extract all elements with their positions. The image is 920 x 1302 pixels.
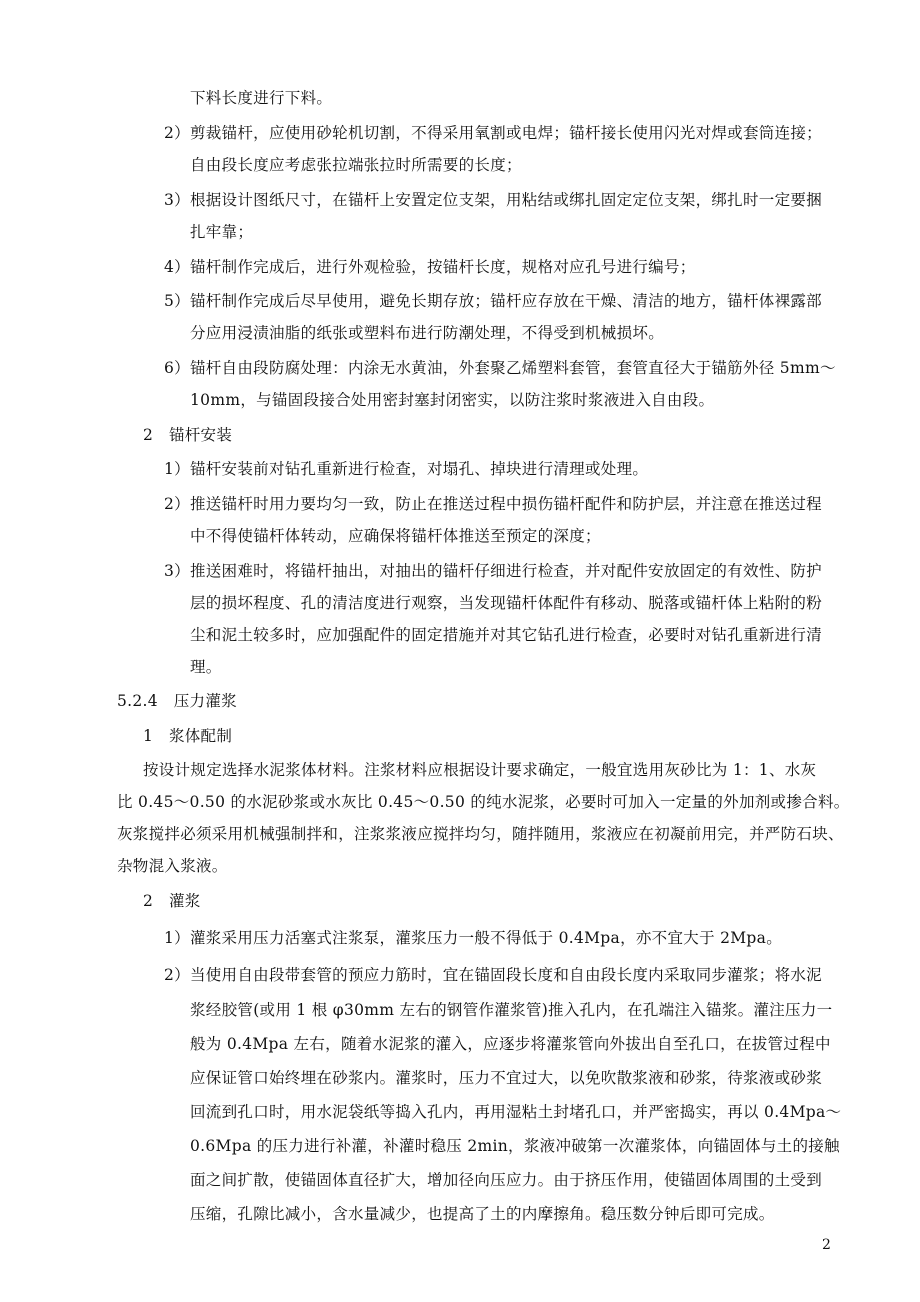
text-line: 2）剪裁锚杆，应使用砂轮机切割，不得采用氧割或电焊；锚杆接长使用闪光对焊或套筒连接； <box>164 124 822 142</box>
text-line: 扎牢靠； <box>190 223 254 241</box>
section-heading: 1 浆体配制 <box>143 727 233 745</box>
text-line: 比 0.45～0.50 的水泥砂浆或水灰比 0.45～0.50 的纯水泥浆，必要时可加入一定量的外加剂或掺合料。 <box>117 793 850 811</box>
text-line: 3）推送困难时，将锚杆抽出，对抽出的锚杆仔细进行检查，并对配件安放固定的有效性、防护 <box>164 562 822 580</box>
text-line: 分应用浸渍油脂的纸张或塑料布进行防潮处理，不得受到机械损坏。 <box>190 324 665 342</box>
text-line: 杂物混入浆液。 <box>117 857 228 875</box>
text-line: 浆经胶管(或用 1 根 φ30mm 左右的钢管作灌浆管)推入孔内，在孔端注入锚浆。灌注压力一 <box>190 1001 833 1019</box>
text-line: 4）锚杆制作完成后，进行外观检验，按锚杆长度，规格对应孔号进行编号； <box>164 258 696 276</box>
text-line: 尘和泥土较多时，应加强配件的固定措施并对其它钻孔进行检查，必要时对钻孔重新进行清 <box>190 626 823 644</box>
text-line: 压缩，孔隙比减小，含水量减少，也提高了土的内摩擦角。稳压数分钟后即可完成。 <box>190 1205 775 1223</box>
page-number: 2 <box>822 1237 831 1253</box>
text-line: 1）锚杆安装前对钻孔重新进行检查，对塌孔、掉块进行清理或处理。 <box>164 460 649 478</box>
text-line: 面之间扩散，使锚固体直径扩大，增加径向压应力。由于挤压作用，使锚固体周围的土受到 <box>190 1171 823 1189</box>
text-line: 5）锚杆制作完成后尽早使用，避免长期存放；锚杆应存放在干燥、清洁的地方，锚杆体裸露部 <box>164 292 822 310</box>
section-heading: 5.2.4 压力灌浆 <box>117 692 237 710</box>
text-line: 中不得使锚杆体转动，应确保将锚杆体推送至预定的深度； <box>190 527 601 545</box>
text-line: 3）根据设计图纸尺寸，在锚杆上安置定位支架，用粘结或绑扎固定定位支架，绑扎时一定要捆 <box>164 191 822 209</box>
text-line: 2）当使用自由段带套管的预应力筋时，宜在锚固段长度和自由段长度内采取同步灌浆；将水泥 <box>164 966 822 984</box>
text-line: 应保证管口始终埋在砂浆内。灌浆时，压力不宜过大，以免吹散浆液和砂浆，待浆液或砂浆 <box>190 1069 823 1087</box>
text-line: 按设计规定选择水泥浆体材料。注浆材料应根据设计要求确定，一般宜选用灰砂比为 1：1、水灰 <box>143 761 817 779</box>
text-line: 灰浆搅拌必须采用机械强制拌和，注浆浆液应搅拌均匀，随拌随用，浆液应在初凝前用完，并严防石块、 <box>117 825 844 843</box>
text-line: 自由段长度应考虑张拉端张拉时所需要的长度； <box>190 156 522 174</box>
text-line: 般为 0.4Mpa 左右，随着水泥浆的灌入，应逐步将灌浆管向外拔出自至孔口，在拔管过程中 <box>190 1035 831 1053</box>
section-heading: 2 锚杆安装 <box>143 426 233 444</box>
text-line: 1）灌浆采用压力活塞式注浆泵，灌浆压力一般不得低于 0.4Mpa，亦不宜大于 2Mpa。 <box>164 929 782 947</box>
text-line: 下料长度进行下料。 <box>190 89 333 107</box>
section-heading: 2 灌浆 <box>143 892 201 910</box>
text-line: 理。 <box>190 658 222 676</box>
text-line: 6）锚杆自由段防腐处理：内涂无水黄油，外套聚乙烯塑料套管，套管直径大于锚筋外径 5mm～ <box>164 359 836 377</box>
text-line: 层的损坏程度、孔的清洁度进行观察，当发现锚杆体配件有移动、脱落或锚杆体上粘附的粉 <box>190 594 823 612</box>
text-line: 0.6Mpa 的压力进行补灌，补灌时稳压 2min，浆液冲破第一次灌浆体，向锚固体与土的接触 <box>190 1137 840 1155</box>
text-line: 2）推送锚杆时用力要均匀一致，防止在推送过程中损伤锚杆配件和防护层，并注意在推送过程 <box>164 495 822 513</box>
text-line: 10mm，与锚固段接合处用密封塞封闭密实，以防注浆时浆液进入自由段。 <box>190 391 715 409</box>
text-line: 回流到孔口时，用水泥袋纸等捣入孔内，再用湿粘土封堵孔口，并严密捣实，再以 0.4Mpa～ <box>190 1103 842 1121</box>
